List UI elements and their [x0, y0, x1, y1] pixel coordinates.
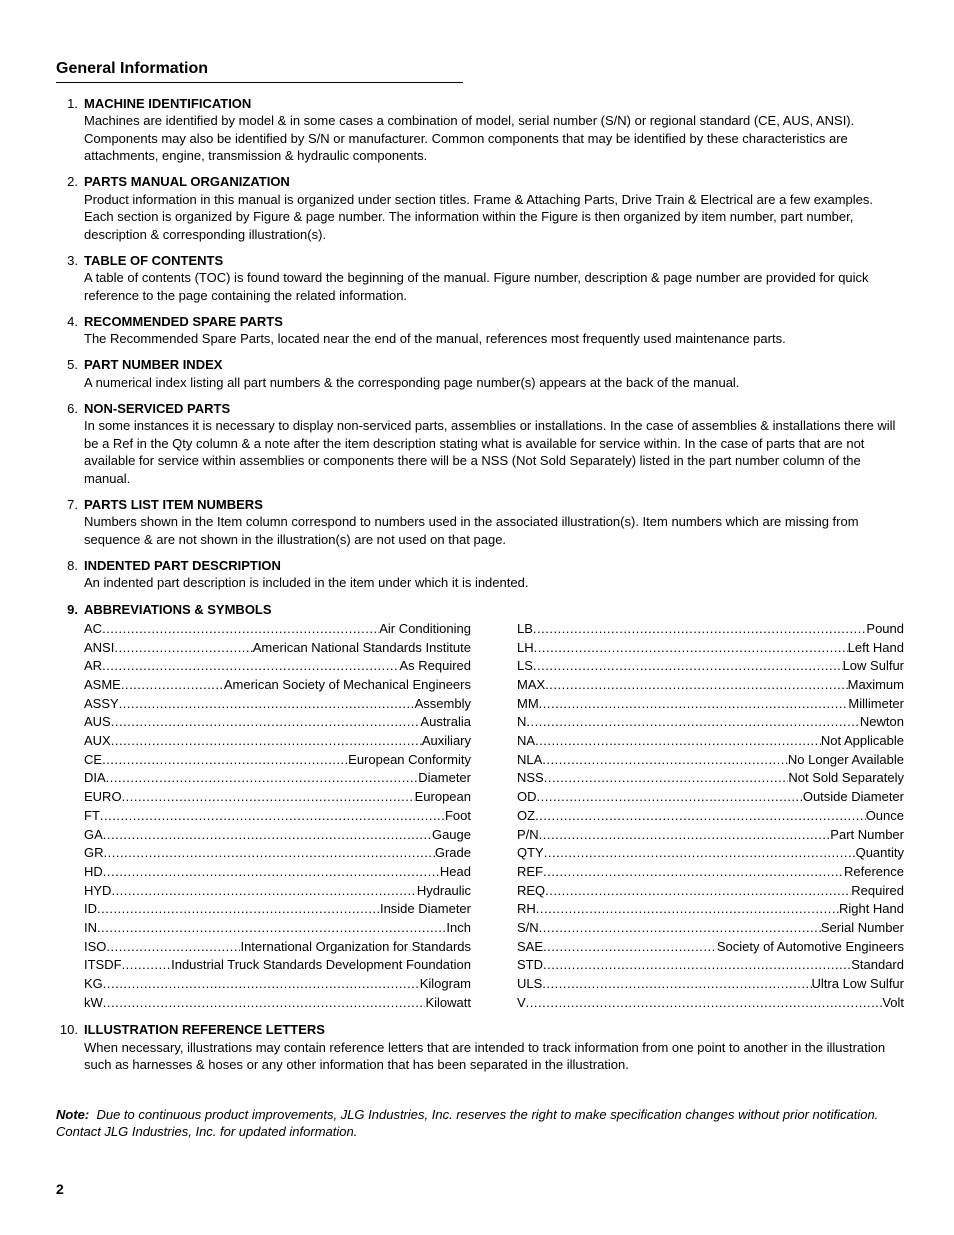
- abbreviation-row: [517, 620, 904, 639]
- section-number: 4.: [67, 313, 78, 329]
- abbreviation-code: HD: [84, 863, 103, 879]
- abbreviation-meaning: Grade: [434, 845, 471, 861]
- abbreviation-meaning: Required: [851, 882, 904, 898]
- abbreviation-code: LB: [517, 620, 533, 636]
- section-body: A table of contents (TOC) is found toward the beginning of the manual. Figure number, description & page number are provided for quick reference to the page containing the related information.: [84, 270, 869, 303]
- abbreviation-meaning: Not Sold Separately: [788, 770, 904, 786]
- abbreviation-meaning: Left Hand: [847, 639, 904, 655]
- section-heading: PARTS LIST ITEM NUMBERS: [84, 496, 263, 512]
- abbreviation-meaning: European: [414, 789, 471, 805]
- section-parts-list-item-numbers: [56, 496, 904, 548]
- section-body: An indented part description is included in the item under which it is indented.: [84, 575, 529, 591]
- dot-leader: [536, 900, 839, 919]
- abbreviation-row: [84, 676, 471, 695]
- section-number: 10.: [59, 1022, 78, 1038]
- abbreviation-row: [84, 975, 471, 994]
- abbreviation-code: SAE: [517, 938, 544, 954]
- abbreviation-code: ISO: [84, 938, 107, 954]
- abbreviation-meaning: Inside Diameter: [379, 901, 471, 917]
- abbreviation-code: MAX: [517, 677, 546, 692]
- section-heading: TABLE OF CONTENTS: [84, 252, 224, 268]
- abbreviation-row: [517, 732, 904, 751]
- dot-leader: [539, 919, 821, 938]
- abbreviation-code: S/N: [517, 919, 539, 935]
- abbreviation-code: RH: [517, 901, 536, 917]
- section-body: The Recommended Spare Parts, located near the end of the manual, references most frequently used maintenance parts.: [84, 331, 786, 347]
- dot-leader: [119, 695, 415, 714]
- section-number: 8.: [67, 557, 78, 573]
- section-heading: INDENTED PART DESCRIPTION: [84, 557, 281, 573]
- section-number: 6.: [67, 401, 78, 417]
- abbreviation-row: [84, 994, 471, 1013]
- dot-leader: [121, 676, 224, 695]
- abbreviation-code: LS: [517, 658, 533, 674]
- abbreviation-code: CE: [84, 751, 103, 767]
- dot-leader: [111, 713, 421, 732]
- dot-leader: [545, 676, 847, 695]
- abbreviation-meaning: Inch: [446, 919, 471, 935]
- abbreviation-code: NLA: [517, 751, 543, 767]
- dot-leader: [539, 826, 831, 845]
- abbreviation-row: [84, 732, 471, 751]
- dot-leader: [539, 695, 849, 714]
- abbreviation-meaning: European Conformity: [348, 751, 471, 767]
- abbreviation-meaning: Maximum: [847, 677, 904, 692]
- dot-leader: [535, 732, 821, 751]
- abbreviation-meaning: Not Applicable: [820, 733, 904, 749]
- abbreviation-row: [517, 956, 904, 975]
- section-heading: RECOMMENDED SPARE PARTS: [84, 313, 283, 329]
- abbreviation-row: [517, 882, 904, 901]
- dot-leader: [545, 882, 851, 901]
- dot-leader: [542, 751, 788, 770]
- dot-leader: [122, 788, 415, 807]
- dot-leader: [103, 826, 432, 845]
- section-parts-manual-organization: [56, 173, 904, 243]
- dot-leader: [102, 620, 379, 639]
- dot-leader: [537, 788, 803, 807]
- abbreviation-meaning: Volt: [882, 994, 904, 1010]
- section-number: 9.: [67, 601, 78, 617]
- abbreviation-code: QTY: [517, 845, 544, 861]
- abbreviation-code: OZ: [517, 807, 536, 823]
- abbreviation-row: [517, 938, 904, 957]
- abbreviation-code: kW: [84, 994, 103, 1010]
- abbreviation-code: ID: [84, 901, 97, 917]
- abbreviation-code: AR: [84, 658, 103, 674]
- abbreviation-code: ITSDF: [84, 957, 122, 973]
- abbreviation-meaning: Serial Number: [820, 919, 904, 935]
- abbreviation-code: MM: [517, 695, 539, 711]
- section-body: Machines are identified by model & in some cases a combination of model, serial number (S/N) or regional standard (CE, AUS, ANSI). Components may also be identified by S/N or manufacturer. Common components that may be identified by these characteristics are attachments, engine, transmission & hydraulic components.: [84, 113, 855, 164]
- dot-leader: [97, 900, 380, 919]
- abbreviation-row: [84, 956, 471, 975]
- dot-leader: [533, 620, 867, 639]
- abbreviation-row: [517, 863, 904, 882]
- page-title: General Information: [56, 60, 209, 77]
- abbreviation-code: GA: [84, 826, 103, 842]
- abbreviation-meaning: Quantity: [855, 845, 904, 861]
- abbreviation-meaning: Australia: [420, 714, 471, 730]
- abbreviation-row: [517, 657, 904, 676]
- abbreviation-row: [84, 751, 471, 770]
- dot-leader: [100, 807, 445, 826]
- abbreviation-code: AUS: [84, 714, 111, 730]
- abbreviation-row: [517, 751, 904, 770]
- abbreviation-row: [517, 788, 904, 807]
- dot-leader: [103, 975, 420, 994]
- abbreviation-code: STD: [517, 957, 543, 973]
- abbreviation-meaning: Low Sulfur: [842, 658, 904, 674]
- abbreviation-row: [517, 769, 904, 788]
- dot-leader: [103, 994, 426, 1013]
- abbreviation-code: DIA: [84, 770, 106, 786]
- abbreviation-meaning: No Longer Available: [787, 751, 904, 767]
- abbreviation-meaning: Ounce: [865, 807, 904, 823]
- abbreviation-row: [517, 713, 904, 732]
- abbreviation-meaning: Millimeter: [848, 695, 904, 711]
- section-body: Numbers shown in the Item column correspond to numbers used in the associated illustration(s). Item numbers which are missing from sequence & are not shown in the illustration(s) are not used on that page.: [84, 514, 859, 547]
- section-heading: PART NUMBER INDEX: [84, 357, 223, 373]
- abbreviation-code: EURO: [84, 789, 122, 805]
- abbreviation-meaning: Assembly: [414, 695, 471, 711]
- abbreviation-code: OD: [517, 789, 537, 805]
- abbreviation-code: ASME: [84, 677, 121, 692]
- section-body: When necessary, illustrations may contain reference letters that are intended to track information from one point to another in the illustration such as harnesses & hoses or any other information that has been separated in the illustration.: [84, 1039, 886, 1072]
- abbreviation-meaning: Gauge: [431, 826, 471, 842]
- dot-leader: [535, 807, 866, 826]
- section-abbreviations-symbols: [56, 601, 904, 1013]
- sections-list: [56, 95, 904, 1082]
- abbreviation-meaning: Ultra Low Sulfur: [811, 976, 904, 991]
- section-number: 3.: [67, 252, 78, 268]
- abbreviation-code: ULS: [517, 976, 543, 991]
- abbreviation-row: [517, 695, 904, 714]
- abbreviation-row: [84, 826, 471, 845]
- abbreviation-row: [84, 900, 471, 919]
- abbreviation-row: [517, 994, 904, 1013]
- dot-leader: [533, 657, 843, 676]
- abbreviation-code: V: [517, 994, 526, 1010]
- section-number: 1.: [67, 96, 78, 111]
- abbreviation-row: [517, 975, 904, 994]
- dot-leader: [534, 639, 848, 658]
- section-part-number-index: [56, 356, 904, 391]
- abbreviation-row: [517, 676, 904, 695]
- abbreviation-code: KG: [84, 976, 103, 991]
- dot-leader: [544, 769, 789, 788]
- section-heading: MACHINE IDENTIFICATION: [84, 96, 252, 111]
- abbreviation-code: REQ: [517, 882, 546, 898]
- abbreviation-row: [84, 844, 471, 863]
- dot-leader: [542, 975, 811, 994]
- dot-leader: [114, 639, 252, 658]
- section-body: In some instances it is necessary to display non-serviced parts, assemblies or installations. In the case of assemblies & installations there will be a Ref in the Qty column & a note after the item description stating what is available for service within. In the case of parts that are not available for service within assemblies or components there will be a NSS (Not Sold Separately) listed in the part number column of the manual.: [84, 418, 896, 486]
- abbreviation-meaning: Industrial Truck Standards Development Foundation: [171, 957, 471, 973]
- abbreviation-meaning: Kilowatt: [425, 994, 471, 1010]
- abbreviation-meaning: American Society of Mechanical Engineers: [223, 677, 471, 692]
- abbreviation-row: [517, 900, 904, 919]
- page-number: 2: [56, 1181, 64, 1197]
- abbreviation-meaning: Part Number: [830, 826, 904, 842]
- section-number: 5.: [67, 357, 78, 373]
- abbreviation-code: NA: [517, 733, 536, 749]
- section-indented-part-description: [56, 557, 904, 592]
- abbreviation-row: [517, 807, 904, 826]
- section-number: 7.: [67, 496, 78, 512]
- abbreviation-meaning: Auxiliary: [421, 733, 471, 749]
- dot-leader: [543, 956, 851, 975]
- abbreviation-meaning: Pound: [866, 620, 904, 636]
- abbreviation-row: [84, 713, 471, 732]
- abbreviation-row: [84, 620, 471, 639]
- abbreviation-code: AUX: [84, 733, 111, 749]
- abbreviation-meaning: Reference: [844, 863, 904, 879]
- note-label: Note:: [56, 1107, 90, 1122]
- section-body: A numerical index listing all part numbers & the corresponding page number(s) appears at the back of the manual.: [84, 374, 740, 390]
- abbreviation-row: [84, 863, 471, 882]
- dot-leader: [526, 713, 860, 732]
- section-heading: NON-SERVICED PARTS: [84, 401, 231, 417]
- abbreviation-meaning: Newton: [859, 714, 904, 730]
- abbreviation-code: HYD: [84, 882, 112, 898]
- dot-leader: [97, 919, 446, 938]
- abbreviation-row: [84, 657, 471, 676]
- abbreviation-row: [84, 919, 471, 938]
- section-body: Product information in this manual is organized under section titles. Frame & Attaching Parts, Drive Train & Electrical are a few examples. Each section is organized by Figure & page number. The information within the Figure is then organized by item number, part number, description & corresponding illustration(s).: [84, 191, 874, 242]
- abbreviation-meaning: Air Conditioning: [379, 620, 471, 636]
- abbreviation-meaning: Diameter: [418, 770, 471, 786]
- abbreviation-meaning: Hydraulic: [416, 882, 471, 898]
- section-recommended-spare-parts: [56, 313, 904, 348]
- section-number: 2.: [67, 174, 78, 190]
- abbreviation-code: NSS: [517, 770, 544, 786]
- abbreviation-meaning: Outside Diameter: [802, 789, 904, 805]
- abbreviation-row: [84, 695, 471, 714]
- dot-leader: [543, 863, 844, 882]
- abbreviation-row: [517, 639, 904, 658]
- abbreviation-code: REF: [517, 863, 543, 879]
- dot-leader: [544, 844, 856, 863]
- section-machine-identification: [56, 95, 904, 165]
- abbreviation-row: [84, 807, 471, 826]
- abbreviation-meaning: Kilogram: [419, 976, 471, 991]
- dot-leader: [106, 769, 419, 788]
- section-table-of-contents: [56, 252, 904, 304]
- abbreviation-row: [517, 919, 904, 938]
- dot-leader: [104, 844, 435, 863]
- abbreviation-row: [84, 769, 471, 788]
- abbreviation-code: P/N: [517, 826, 539, 842]
- abbreviation-code: IN: [84, 919, 97, 935]
- abbreviation-row: [84, 882, 471, 901]
- dot-leader: [111, 882, 416, 901]
- abbreviation-code: LH: [517, 639, 534, 655]
- abbreviation-meaning: Standard: [851, 957, 904, 973]
- dot-leader: [106, 938, 240, 957]
- abbreviation-meaning: American National Standards Institute: [252, 639, 471, 655]
- abbreviation-column-right: [517, 620, 904, 1012]
- dot-leader: [526, 994, 883, 1013]
- abbreviation-code: FT: [84, 807, 100, 823]
- dot-leader: [122, 956, 172, 975]
- abbreviation-row: [517, 844, 904, 863]
- abbreviation-meaning: As Required: [399, 658, 471, 674]
- abbreviation-row: [84, 639, 471, 658]
- abbreviation-meaning: International Organization for Standards: [240, 938, 471, 954]
- abbreviation-code: ANSI: [84, 639, 115, 655]
- abbreviation-code: ASSY: [84, 695, 119, 711]
- abbreviation-meaning: Society of Automotive Engineers: [716, 938, 904, 954]
- abbreviation-meaning: Head: [439, 863, 471, 879]
- abbreviation-table: [84, 620, 904, 1012]
- section-non-serviced-parts: [56, 400, 904, 487]
- section-heading: ABBREVIATIONS & SYMBOLS: [84, 601, 272, 617]
- abbreviation-code: AC: [84, 620, 103, 636]
- dot-leader: [111, 732, 422, 751]
- note-paragraph: [56, 1106, 904, 1141]
- dot-leader: [102, 657, 399, 676]
- abbreviation-column-left: [84, 620, 471, 1012]
- dot-leader: [103, 863, 440, 882]
- abbreviation-row: [84, 938, 471, 957]
- abbreviation-meaning: Foot: [444, 807, 471, 823]
- section-heading: PARTS MANUAL ORGANIZATION: [84, 174, 290, 190]
- note-text: Due to continuous product improvements, JLG Industries, Inc. reserves the right to make specification changes without prior notification. Contact JLG Industries, Inc. for updated information.: [56, 1107, 879, 1140]
- section-illustration-reference-letters: [56, 1021, 904, 1073]
- abbreviation-row: [84, 788, 471, 807]
- dot-leader: [543, 938, 717, 957]
- abbreviation-code: GR: [84, 845, 104, 861]
- section-heading: ILLUSTRATION REFERENCE LETTERS: [84, 1022, 325, 1038]
- abbreviation-row: [517, 826, 904, 845]
- abbreviation-code: N: [517, 714, 527, 730]
- title-divider: [56, 82, 463, 83]
- abbreviation-meaning: Right Hand: [838, 901, 904, 917]
- dot-leader: [102, 751, 348, 770]
